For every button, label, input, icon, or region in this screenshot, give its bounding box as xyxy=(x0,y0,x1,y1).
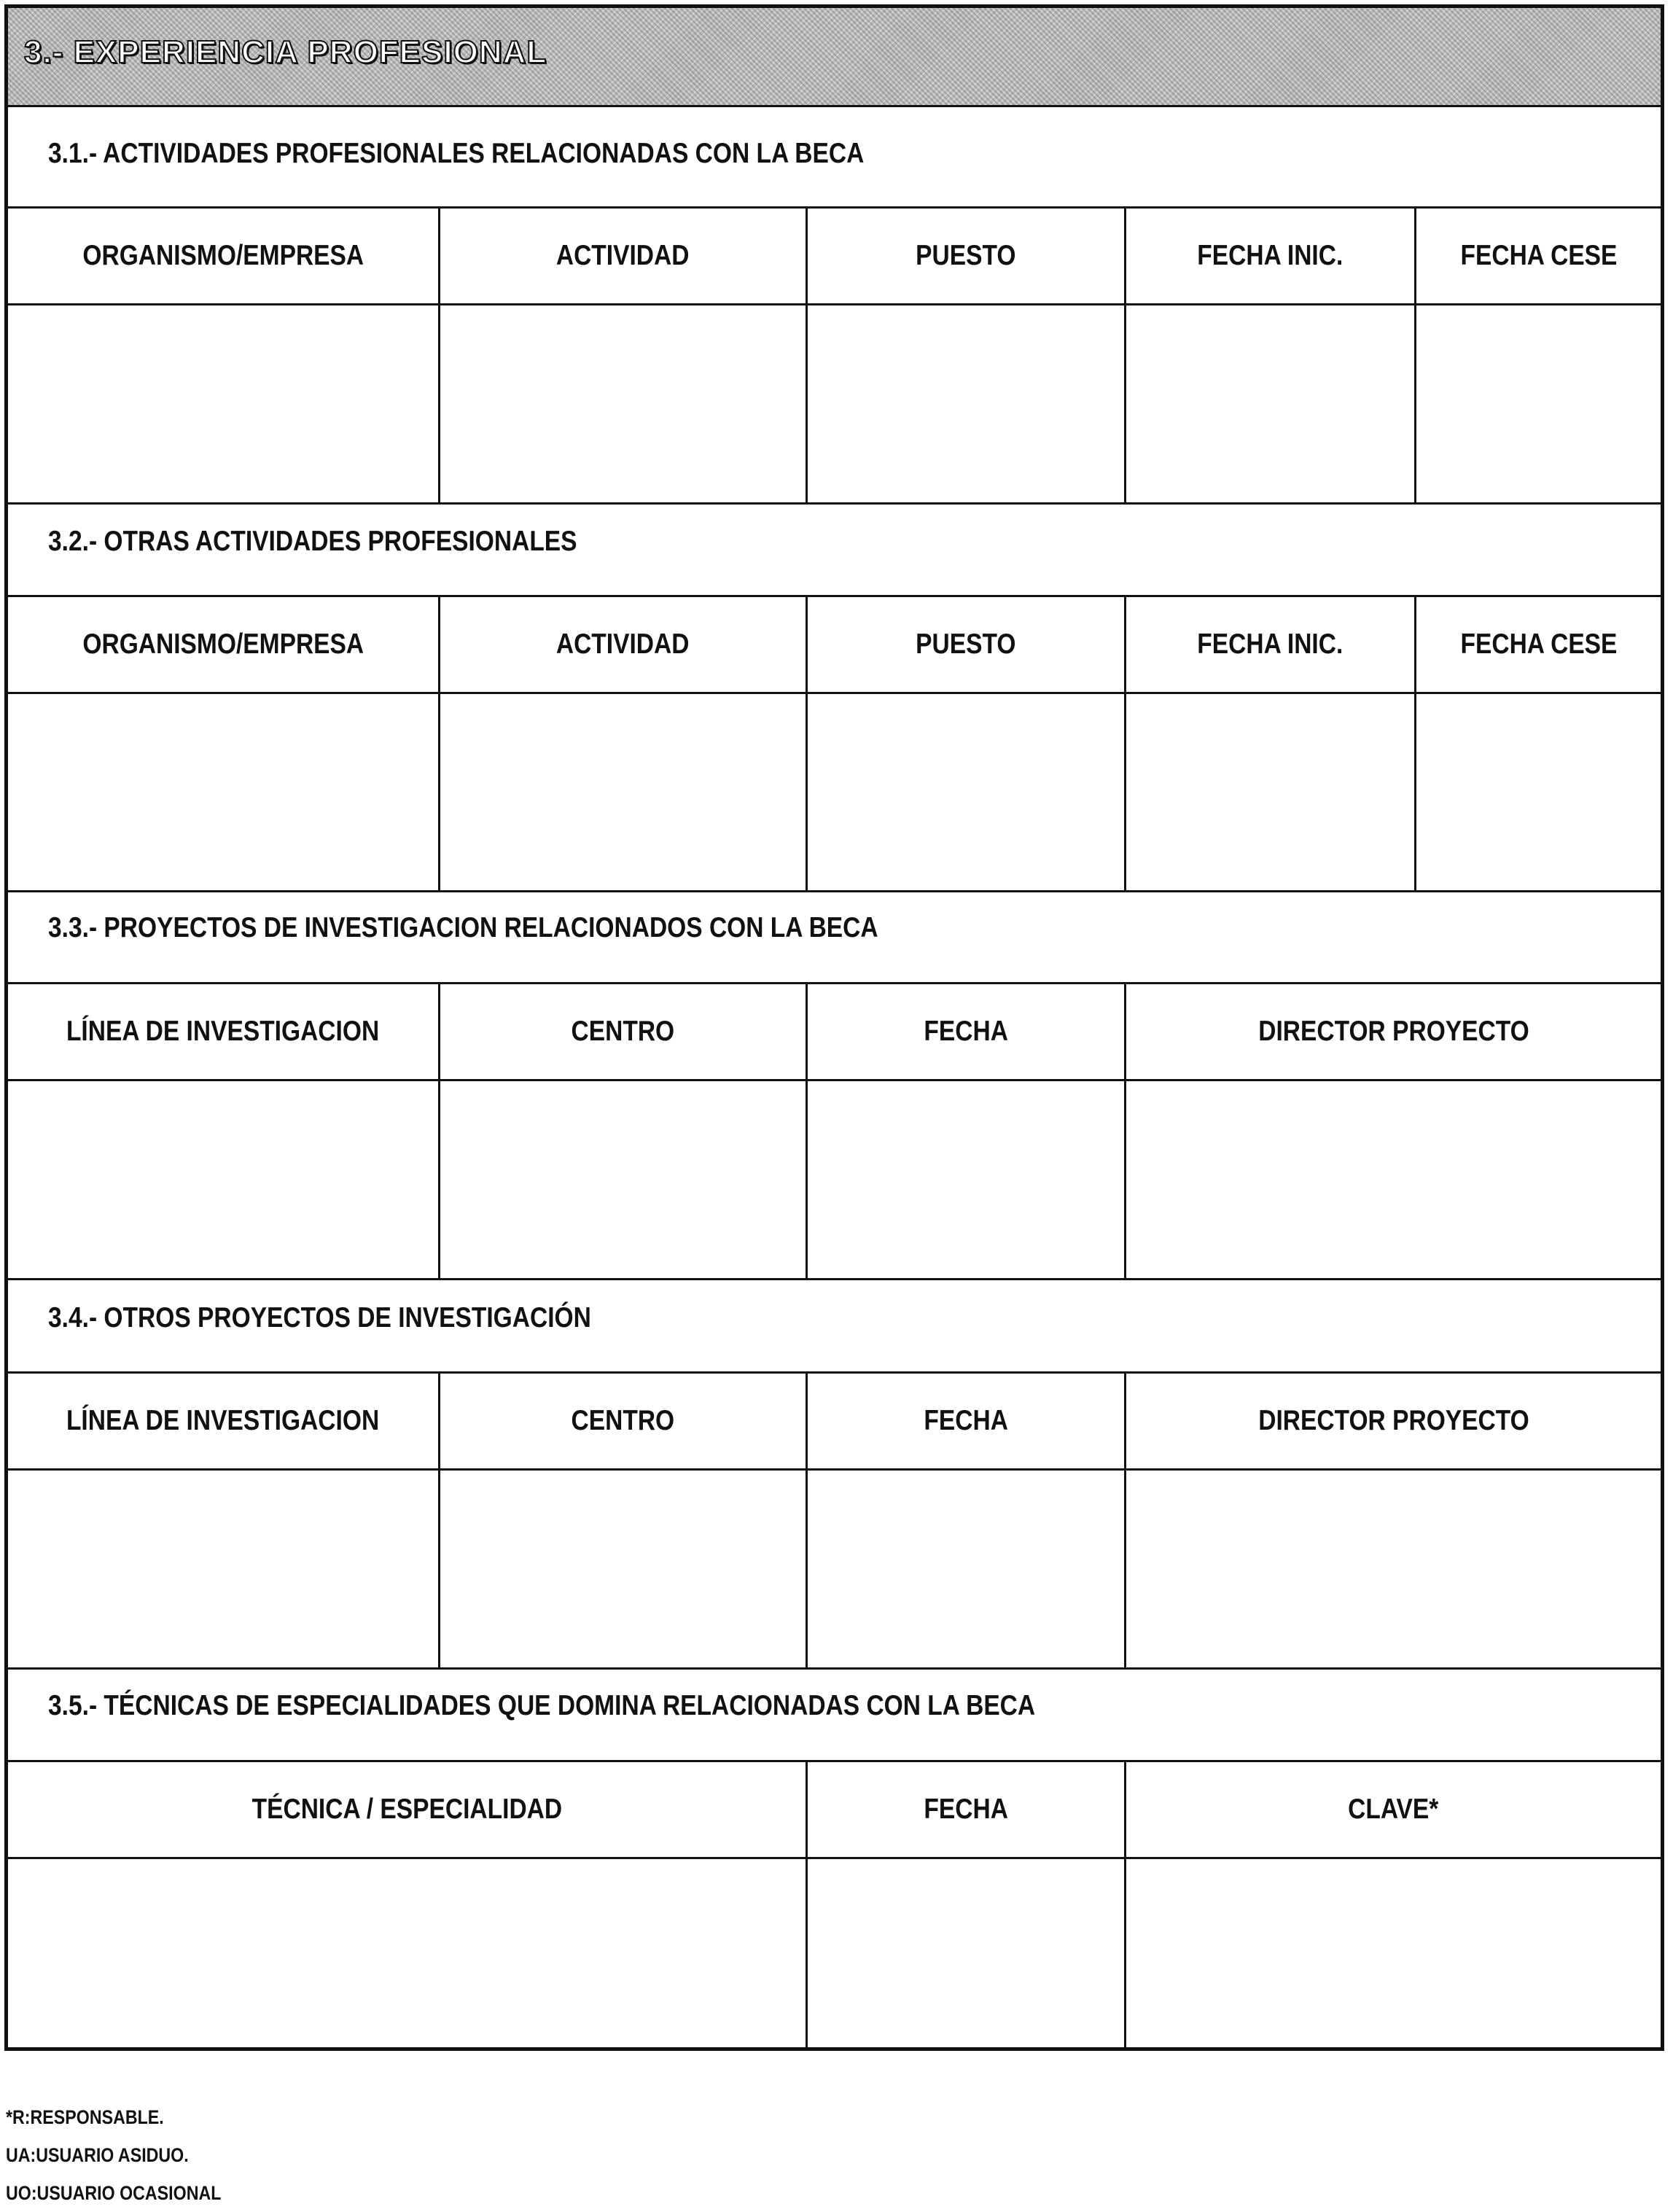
column-header: FECHA INIC. xyxy=(1197,240,1344,271)
column-header: ACTIVIDAD xyxy=(556,628,690,660)
column-header: FECHA INIC. xyxy=(1197,628,1344,660)
column-header: LÍNEA DE INVESTIGACION xyxy=(66,1405,380,1436)
column-header: LÍNEA DE INVESTIGACION xyxy=(66,1016,380,1047)
section-title-3-1: 3.1.- ACTIVIDADES PROFESIONALES RELACIONADAS CON LA BECA xyxy=(48,138,865,169)
divider xyxy=(8,890,1661,892)
divider xyxy=(8,692,1661,694)
column-header: FECHA xyxy=(924,1794,1008,1825)
column-header: CENTRO xyxy=(571,1016,675,1047)
column-header: FECHA xyxy=(924,1016,1008,1047)
column-header: CENTRO xyxy=(571,1405,675,1436)
column-header: DIRECTOR PROYECTO xyxy=(1257,1016,1529,1047)
divider xyxy=(8,1079,1661,1081)
column-header: ORGANISMO/EMPRESA xyxy=(82,240,364,271)
section-title-3-4: 3.4.- OTROS PROYECTOS DE INVESTIGACIÓN xyxy=(48,1302,591,1333)
footnote: *R:RESPONSABLE. xyxy=(6,2106,164,2128)
page-title: 3.- EXPERIENCIA PROFESIONAL xyxy=(24,34,547,70)
divider xyxy=(8,303,1661,305)
divider xyxy=(8,1857,1661,1859)
column-header: ORGANISMO/EMPRESA xyxy=(82,628,364,660)
column-header: DIRECTOR PROYECTO xyxy=(1257,1405,1529,1436)
footnote: UA:USUARIO ASIDUO. xyxy=(6,2144,189,2166)
column-header: TÉCNICA / ESPECIALIDAD xyxy=(251,1794,562,1825)
section-title-3-3: 3.3.- PROYECTOS DE INVESTIGACION RELACIONADOS CON LA BECA xyxy=(48,912,878,943)
divider xyxy=(8,1667,1661,1670)
column-header: PUESTO xyxy=(916,240,1016,271)
column-header: ACTIVIDAD xyxy=(556,240,690,271)
column-header: PUESTO xyxy=(916,628,1016,660)
divider xyxy=(8,502,1661,505)
divider xyxy=(8,1278,1661,1280)
column-header: CLAVE* xyxy=(1348,1794,1439,1825)
form-frame xyxy=(4,4,1664,2051)
column-header: FECHA xyxy=(924,1405,1008,1436)
footnotes xyxy=(6,2098,257,2212)
section-title-3-5: 3.5.- TÉCNICAS DE ESPECIALIDADES QUE DOMINA RELACIONADAS CON LA BECA xyxy=(48,1690,1036,1721)
section-header-band xyxy=(8,8,1661,107)
column-header: FECHA CESE xyxy=(1460,628,1617,660)
divider xyxy=(8,1468,1661,1471)
section-title-3-2: 3.2.- OTRAS ACTIVIDADES PROFESIONALES xyxy=(48,526,577,557)
column-header: FECHA CESE xyxy=(1460,240,1617,271)
footnote: UO:USUARIO OCASIONAL xyxy=(6,2182,222,2204)
